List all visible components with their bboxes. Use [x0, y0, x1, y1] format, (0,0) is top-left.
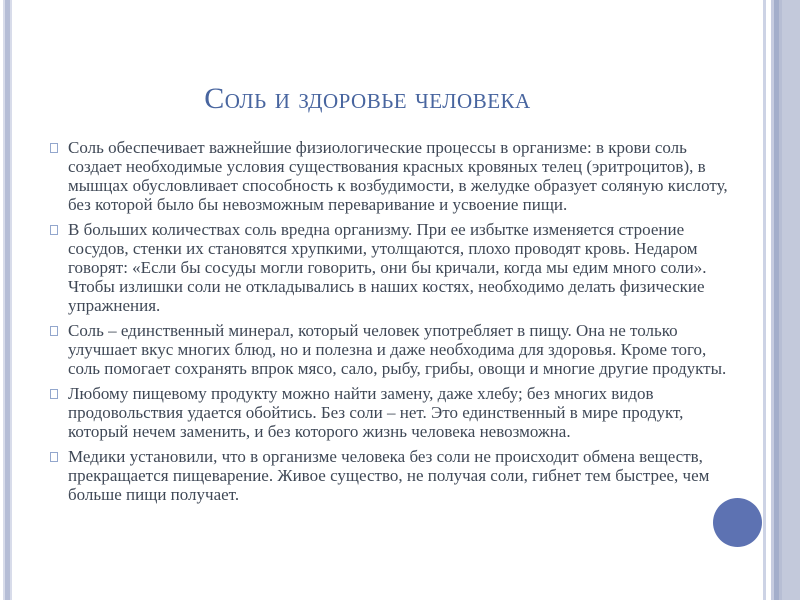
square-bullet-icon [50, 452, 58, 462]
bullet-text: Любому пищевому продукту можно найти замену, даже хлебу; без многих видов продовольствия удается обойтись. Без соли – нет. Это единственный в мире продукт, который нечем заменить, и без которого жизнь человека невозможна. [68, 384, 684, 441]
square-bullet-icon [50, 225, 58, 235]
square-bullet-icon [50, 143, 58, 153]
square-bullet-icon [50, 326, 58, 336]
bullet-text: В больших количествах соль вредна организму. При ее избытке изменяется строение сосудов, стенки их становятся хрупкими, утолщаются, плохо проводят кровь. Недаром говорят: «Если бы сосуды могли говорить, они бы кричали, когда мы едим много соли». Чтобы излишки соли не откладывались в наших костях, необходимо делать физические упражнения. [68, 220, 707, 315]
bullet-item [48, 138, 740, 214]
bullet-text: Медики установили, что в организме человека без соли не происходит обмена веществ, прекращается пищеварение. Живое существо, не получая соли, гибнет тем быстрее, чем больше пищи получает. [68, 447, 710, 504]
slide-title: Соль и здоровье человека [204, 82, 531, 115]
right-border-band [771, 0, 800, 600]
square-bullet-icon [50, 389, 58, 399]
bullet-item [48, 447, 740, 504]
bullet-item [48, 384, 740, 441]
left-border-stripe [3, 0, 12, 600]
bullet-text: Соль обеспечивает важнейшие физиологические процессы в организме: в крови соль создает необходимые условия существования красных кровяных телец (эритроцитов), в мышцах обусловливает способность к возбудимости, в желудке образует соляную кислоту, без которой было бы невозможным переваривание и усвоение пищи. [68, 138, 728, 214]
bullet-item [48, 321, 740, 378]
right-border-thin-line [763, 0, 766, 600]
bullet-list [48, 138, 740, 510]
bullet-text: Соль – единственный минерал, который человек употребляет в пищу. Она не только улучшает вкус многих блюд, но и полезна и даже необходима для здоровья. Кроме того, соль помогает сохранять впрок мясо, сало, рыбу, грибы, овощи и многие другие продукты. [68, 321, 727, 378]
bullet-item [48, 220, 740, 315]
